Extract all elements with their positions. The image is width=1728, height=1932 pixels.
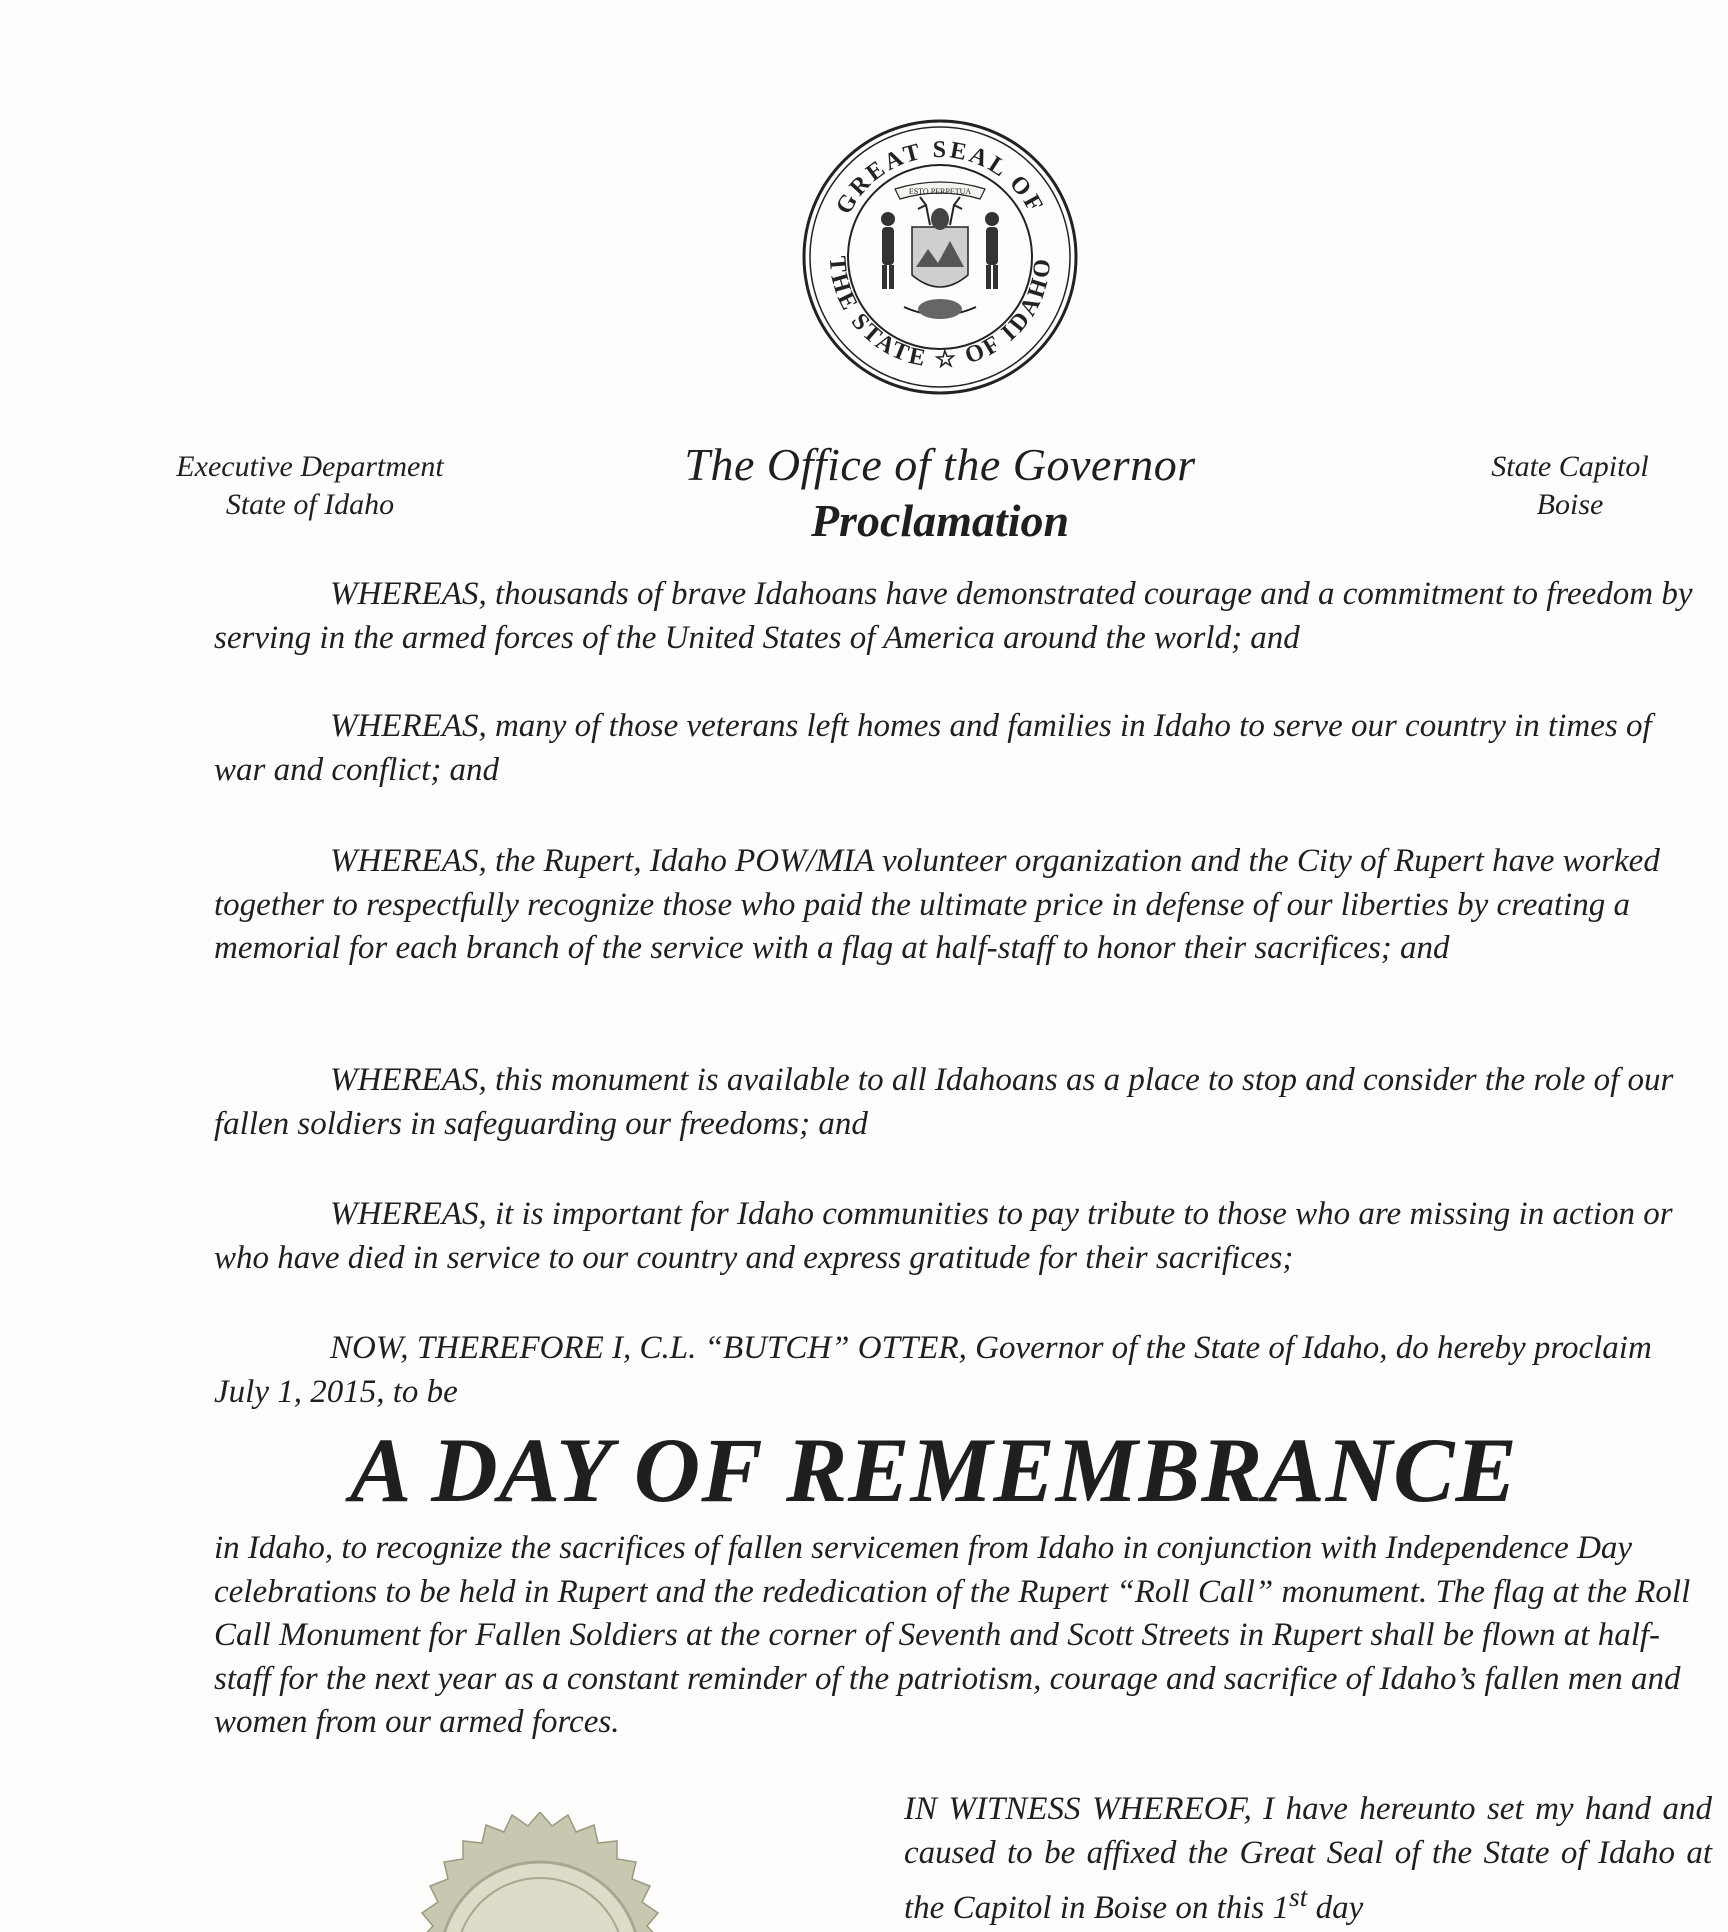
paragraph-text: WHEREAS, the Rupert, Idaho POW/MIA volunteer organization and the City of Rupert have worked together to respectfully recognize those who paid the ultimate price in defense of our liberties by creating a memorial for each branch of the service with a flag at half-staff to honor their sacrifices; and [214, 843, 1660, 966]
state-capitol-label: State Capitol [1491, 450, 1649, 483]
paragraph-text: WHEREAS, it is important for Idaho communities to pay tribute to those who are missing in action or who have died in service to our country and express gratitude for their sacrifices; [214, 1196, 1673, 1276]
witness-ordinal: st [1289, 1881, 1308, 1912]
witness-text-end: day [1307, 1890, 1364, 1926]
great-seal-icon [800, 117, 1080, 397]
now-therefore-paragraph [214, 1327, 1704, 1414]
whereas-paragraph-3 [214, 840, 1704, 971]
document-title: Proclamation [810, 495, 1070, 546]
seal-bottom-text: THE STATE ☆ OF IDAHO [823, 254, 1057, 374]
whereas-paragraph-2 [214, 705, 1704, 792]
header-center [640, 438, 1240, 550]
paragraph-text: WHEREAS, this monument is available to all Idahoans as a place to stop and consider the role of our fallen soldiers in safeguarding our freedoms; and [214, 1062, 1674, 1142]
state-label: State of Idaho [225, 488, 395, 521]
paragraph-text: in Idaho, to recognize the sacrifices of fallen servicemen from Idaho in conjunction with Independence Day celebrations to be held in Rupert and the rededication of the Rupert “Roll Call” monument. The flag at the Roll Call Monument for Fallen Soldiers at the corner of Seventh and Scott Streets in Rupert shall be flown at half-staff for the next year as a constant reminder of the patriotism, courage and sacrifice of Idaho’s fallen men and women from our armed forces. [214, 1530, 1691, 1740]
city-label: Boise [1536, 488, 1604, 521]
paragraph-text: WHEREAS, many of those veterans left homes and families in Idaho to serve our country in times of war and conflict; and [214, 708, 1652, 788]
header-right [1440, 448, 1700, 524]
proclamation-detail-paragraph [214, 1527, 1704, 1745]
proclamation-headline: A DAY OF REMEMBRANCE [350, 1419, 1518, 1521]
witness-paragraph [904, 1788, 1712, 1931]
whereas-paragraph-5 [214, 1193, 1704, 1280]
whereas-paragraph-4 [214, 1059, 1704, 1146]
header-left [150, 448, 470, 524]
seal-motto: ESTO PERPETUA [908, 187, 972, 196]
great-seal-emblem [800, 117, 1080, 397]
office-title: The Office of the Governor [684, 439, 1196, 490]
paragraph-text: WHEREAS, thousands of brave Idahoans have demonstrated courage and a commitment to freedom by serving in the armed forces of the United States of America around the world; and [214, 576, 1693, 656]
executive-department-label: Executive Department [176, 450, 444, 483]
embossed-seal [360, 1812, 720, 1932]
embossed-seal-icon [360, 1812, 720, 1932]
paragraph-text: NOW, THEREFORE I, C.L. “BUTCH” OTTER, Governor of the State of Idaho, do hereby proclaim July 1, 2015, to be [214, 1330, 1652, 1410]
witness-text: IN WITNESS WHEREOF, I have hereunto set my hand and caused to be affixed the Great Seal of the State of Idaho at the Capitol in Boise on this 1 [904, 1791, 1712, 1926]
seal-top-text: GREAT SEAL OF [831, 136, 1049, 219]
whereas-paragraph-1 [214, 573, 1704, 660]
